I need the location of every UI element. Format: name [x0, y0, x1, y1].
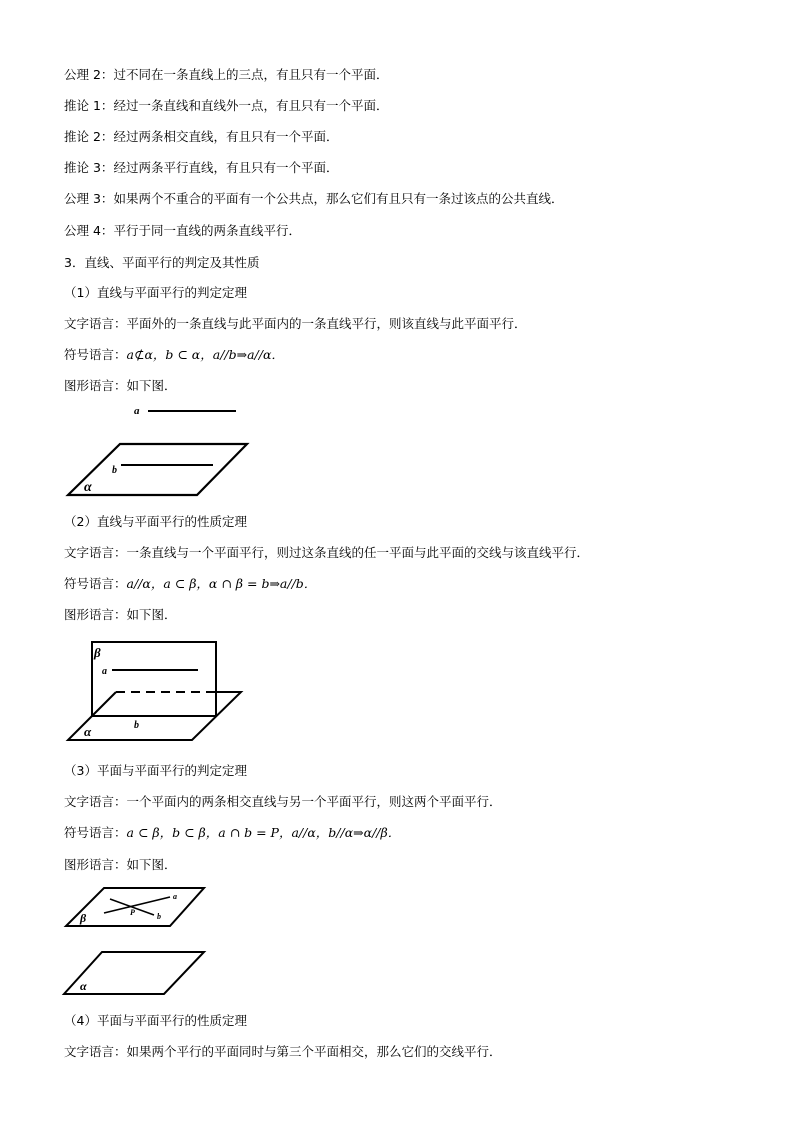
label-a: a	[102, 666, 107, 677]
plane-beta	[66, 888, 204, 926]
symbol-label: 符号语言：	[64, 347, 127, 362]
axiom-label: 公理 4：	[64, 223, 114, 238]
symbol-content: a//α，a ⊂ β，α ∩ β = b⇒a//b．	[126, 576, 317, 591]
axiom-label: 推论 1：	[64, 98, 114, 113]
figure-plane-plane-parallel	[60, 882, 220, 1000]
corollary-tuilun1	[64, 97, 388, 115]
label-b: b	[112, 465, 117, 476]
figure-label: 图形语言：	[64, 857, 127, 872]
figure-caption: 如下图．	[126, 857, 177, 872]
theorem-3-text	[64, 793, 502, 811]
axiom-text: 过不同在一条直线上的三点，有且只有一个平面．	[113, 67, 389, 82]
theorem-1-figure-line	[64, 377, 177, 395]
plane-alpha	[68, 444, 247, 495]
line-a	[104, 897, 170, 913]
figure-label: 图形语言：	[64, 378, 127, 393]
plane-beta	[92, 642, 216, 716]
label-alpha: α	[84, 480, 92, 495]
theorem-3-heading: （3）平面与平面平行的判定定理	[64, 763, 247, 778]
axiom-label: 公理 2：	[64, 67, 114, 82]
label-beta: β	[80, 911, 87, 925]
theorem-2-figure-line	[64, 606, 177, 624]
label-beta: β	[94, 645, 101, 660]
axiom-gongli2	[64, 66, 388, 84]
axiom-text: 如果两个不重合的平面有一个公共点，那么它们有且只有一条过该点的公共直线．	[113, 191, 564, 206]
section-title: 3．直线、平面平行的判定及其性质	[64, 255, 260, 270]
corollary-tuilun3	[64, 159, 338, 177]
axiom-gongli4	[64, 222, 301, 240]
label-a: a	[134, 405, 140, 417]
figure-caption: 如下图．	[126, 378, 177, 393]
axiom-text: 平行于同一直线的两条直线平行．	[113, 223, 301, 238]
axiom-label: 公理 3：	[64, 191, 114, 206]
label-b: b	[134, 720, 139, 731]
figure-label: 图形语言：	[64, 607, 127, 622]
theorem-3-symbol	[64, 824, 400, 842]
axiom-gongli3	[64, 190, 563, 208]
theorem-4-heading: （4）平面与平面平行的性质定理	[64, 1013, 247, 1028]
corollary-tuilun2	[64, 128, 338, 146]
text-label: 文字语言：	[64, 545, 127, 560]
text-content: 一个平面内的两条相交直线与另一个平面平行，则这两个平面平行．	[126, 794, 502, 809]
axiom-label: 推论 3：	[64, 160, 114, 175]
symbol-content: a ⊂ β，b ⊂ β，a ∩ b = P，a//α，b//α⇒α//β．	[126, 825, 401, 840]
text-label: 文字语言：	[64, 794, 127, 809]
axiom-text: 经过两条相交直线，有且只有一个平面．	[113, 129, 339, 144]
axiom-label: 推论 2：	[64, 129, 114, 144]
figure-line-plane-property	[60, 636, 260, 748]
theorem-2-text	[64, 544, 589, 562]
theorem-2-symbol	[64, 575, 316, 593]
plane-alpha-edge-left	[92, 692, 116, 716]
label-alpha: α	[80, 979, 87, 993]
text-content: 如果两个平行的平面同时与第三个平面相交，那么它们的交线平行．	[126, 1044, 502, 1059]
theorem-1-symbol	[64, 346, 284, 364]
text-label: 文字语言：	[64, 1044, 127, 1059]
label-a: a	[173, 892, 177, 901]
symbol-label: 符号语言：	[64, 576, 127, 591]
theorem-1-heading: （1）直线与平面平行的判定定理	[64, 285, 247, 300]
label-b: b	[157, 912, 161, 921]
theorem-1-text	[64, 315, 527, 333]
figure-caption: 如下图．	[126, 607, 177, 622]
theorem-2-heading: （2）直线与平面平行的性质定理	[64, 514, 247, 529]
axiom-text: 经过两条平行直线，有且只有一个平面．	[113, 160, 339, 175]
figure-line-plane-parallel	[60, 400, 260, 500]
axiom-text: 经过一条直线和直线外一点，有且只有一个平面．	[113, 98, 389, 113]
label-P: P	[130, 908, 135, 917]
text-label: 文字语言：	[64, 316, 127, 331]
symbol-label: 符号语言：	[64, 825, 127, 840]
theorem-4-text	[64, 1043, 502, 1061]
theorem-3-figure-line	[64, 856, 177, 874]
text-content: 平面外的一条直线与此平面内的一条直线平行，则该直线与此平面平行．	[126, 316, 527, 331]
text-content: 一条直线与一个平面平行，则过这条直线的任一平面与此平面的交线与该直线平行．	[126, 545, 590, 560]
symbol-content: a⊄α，b ⊂ α，a//b⇒a//α．	[126, 347, 284, 362]
label-alpha: α	[84, 724, 92, 739]
